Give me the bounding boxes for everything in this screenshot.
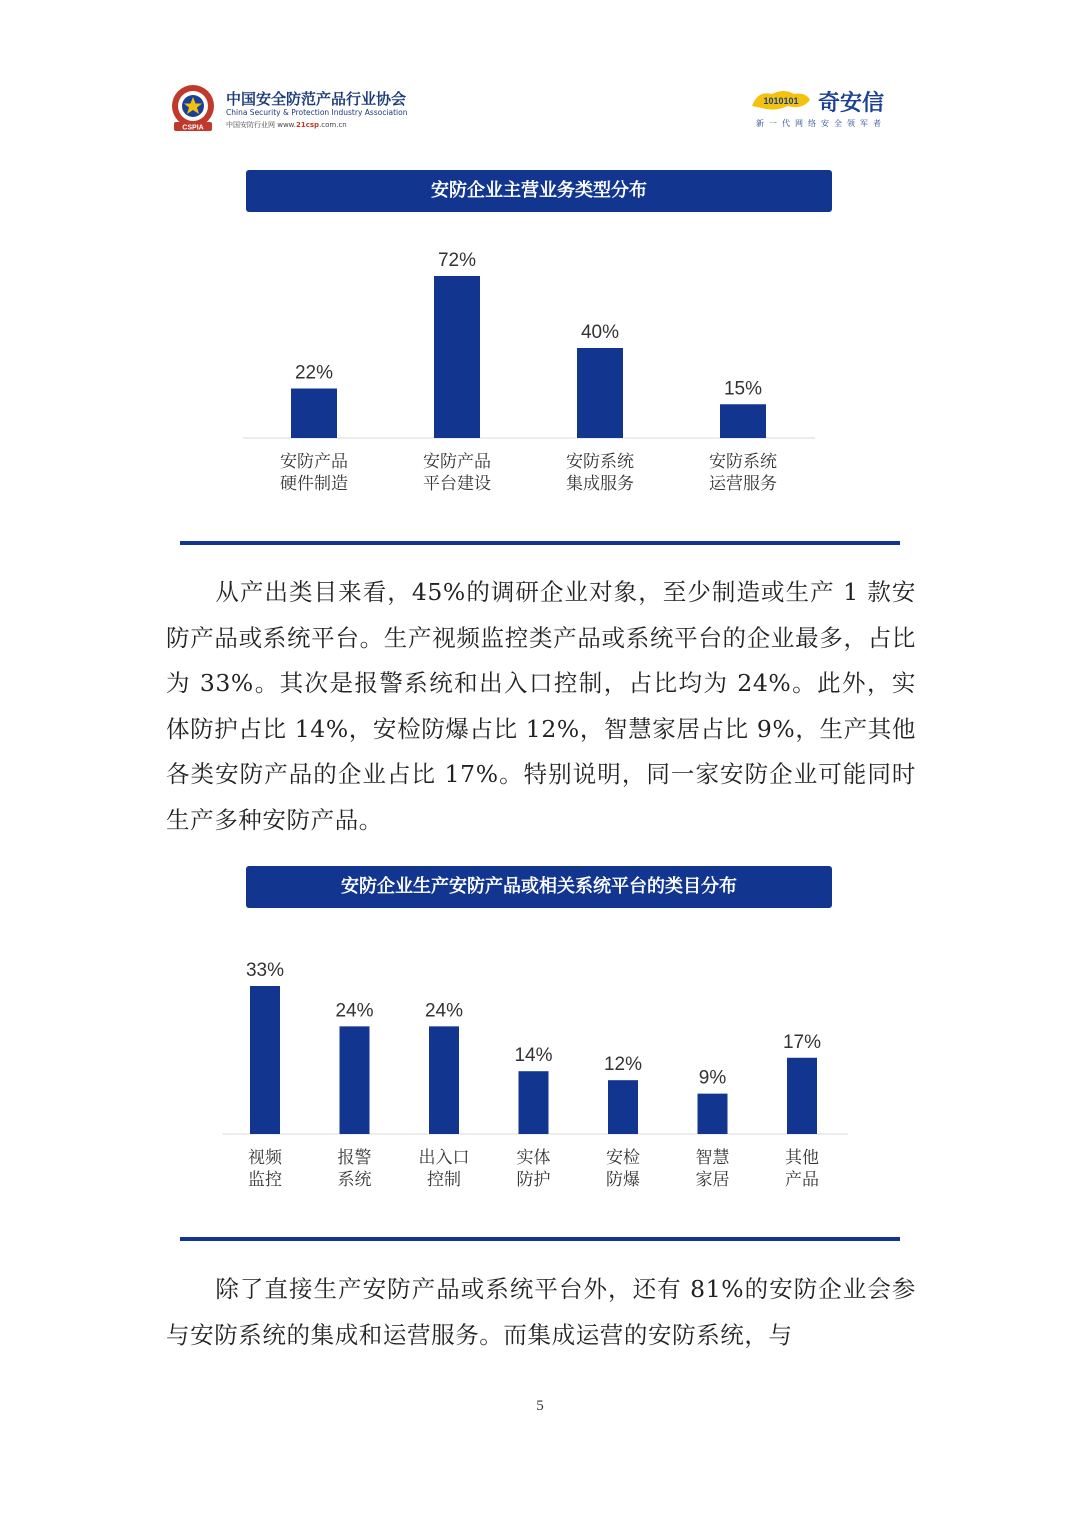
bar <box>608 1080 638 1134</box>
category-label: 出入口 <box>418 1148 470 1167</box>
association-name-en: China Security & Protection Industry Association <box>226 108 408 117</box>
bar-value-label: 24% <box>335 1000 374 1022</box>
brand-name: 奇安信 <box>818 91 885 116</box>
category-label: 其他 <box>785 1148 819 1167</box>
brand-mark-lettering: 1010101 <box>763 96 799 106</box>
bar <box>340 1026 370 1134</box>
bar-value-label: 40% <box>580 322 620 343</box>
brand-logo-block <box>750 86 910 132</box>
association-name: 中国安全防范产品行业协会 <box>226 90 407 108</box>
bar-value-label: 72% <box>437 250 477 271</box>
bar <box>519 1071 549 1134</box>
category-label: 硬件制造 <box>280 474 348 493</box>
bar <box>291 389 337 439</box>
brand-slogan: 新一代网络安全领军者 <box>756 119 886 128</box>
association-emblem-icon <box>168 82 218 134</box>
category-label: 安防产品 <box>423 452 491 471</box>
brand-mark-icon <box>750 86 812 112</box>
website-prefix: 中国安防行业网 www. <box>226 121 296 129</box>
chart1-title: 安防企业主营业务类型分布 <box>246 170 832 212</box>
association-website <box>226 120 347 130</box>
category-label: 安防系统 <box>709 452 777 471</box>
bar-value-label: 12% <box>603 1054 643 1076</box>
website-suffix: .com.cn <box>319 121 347 129</box>
bar-value-label: 15% <box>723 378 763 400</box>
category-label: 视频 <box>248 1148 282 1167</box>
bar <box>698 1094 728 1134</box>
bar <box>250 986 280 1134</box>
bar-value-label: 33% <box>245 960 285 981</box>
bar <box>787 1058 817 1134</box>
bar <box>434 276 480 438</box>
body-paragraph-2: 除了直接生产安防产品或系统平台外，还有 81%的安防企业会参与安防系统的集成和运营服务。而集成运营的安防系统，与 <box>166 1275 916 1349</box>
chart2-product-category <box>0 940 1080 1210</box>
category-label: 安检 <box>606 1148 640 1167</box>
chart1-business-type <box>0 230 1080 510</box>
category-label: 平台建设 <box>423 474 491 493</box>
category-label: 运营服务 <box>709 474 777 493</box>
body-paragraph-1: 从产出类目来看，45%的调研企业对象，至少制造或生产 1 款安防产品或系统平台。生产视频监控类产品或系统平台的企业最多，占比为 33%。其次是报警系统和出入口控制，占比均为 24%。此外，实体防护占比 14%，安检防爆占比 12%，智慧家居占比 9%，生产其他各类安防产品的企业占比 17%。特别说明，同一家安防企业可能同时生产多种安防产品。 <box>166 578 916 834</box>
bar-value-label: 24% <box>424 1000 464 1022</box>
chart2-title: 安防企业生产安防产品或相关系统平台的类目分布 <box>246 866 832 908</box>
bar-value-label: 14% <box>514 1045 553 1067</box>
category-label: 防爆 <box>606 1170 640 1189</box>
emblem-lettering: CSPIA <box>182 124 204 132</box>
category-label: 集成服务 <box>566 474 634 493</box>
category-label: 控制 <box>427 1170 461 1189</box>
bar <box>577 348 623 438</box>
category-label: 监控 <box>248 1170 282 1189</box>
category-label: 安防产品 <box>280 452 348 471</box>
category-label: 智慧 <box>695 1148 730 1167</box>
bar <box>429 1026 459 1134</box>
category-label: 防护 <box>516 1170 551 1189</box>
bar-value-label: 17% <box>782 1031 822 1053</box>
category-label: 家居 <box>695 1170 730 1189</box>
bar-value-label: 22% <box>294 362 334 384</box>
category-label: 系统 <box>337 1170 372 1189</box>
category-label: 实体 <box>516 1148 551 1167</box>
category-label: 产品 <box>785 1170 819 1189</box>
bar <box>720 404 766 438</box>
bar-value-label: 9% <box>698 1067 727 1089</box>
chart2-divider <box>180 1237 900 1241</box>
page-number: 5 <box>536 1398 544 1414</box>
category-label: 报警 <box>337 1148 372 1167</box>
chart1-divider <box>180 541 900 545</box>
association-logo-block <box>168 82 448 134</box>
category-label: 安防系统 <box>566 452 634 471</box>
website-domain: 21csp <box>295 121 320 129</box>
